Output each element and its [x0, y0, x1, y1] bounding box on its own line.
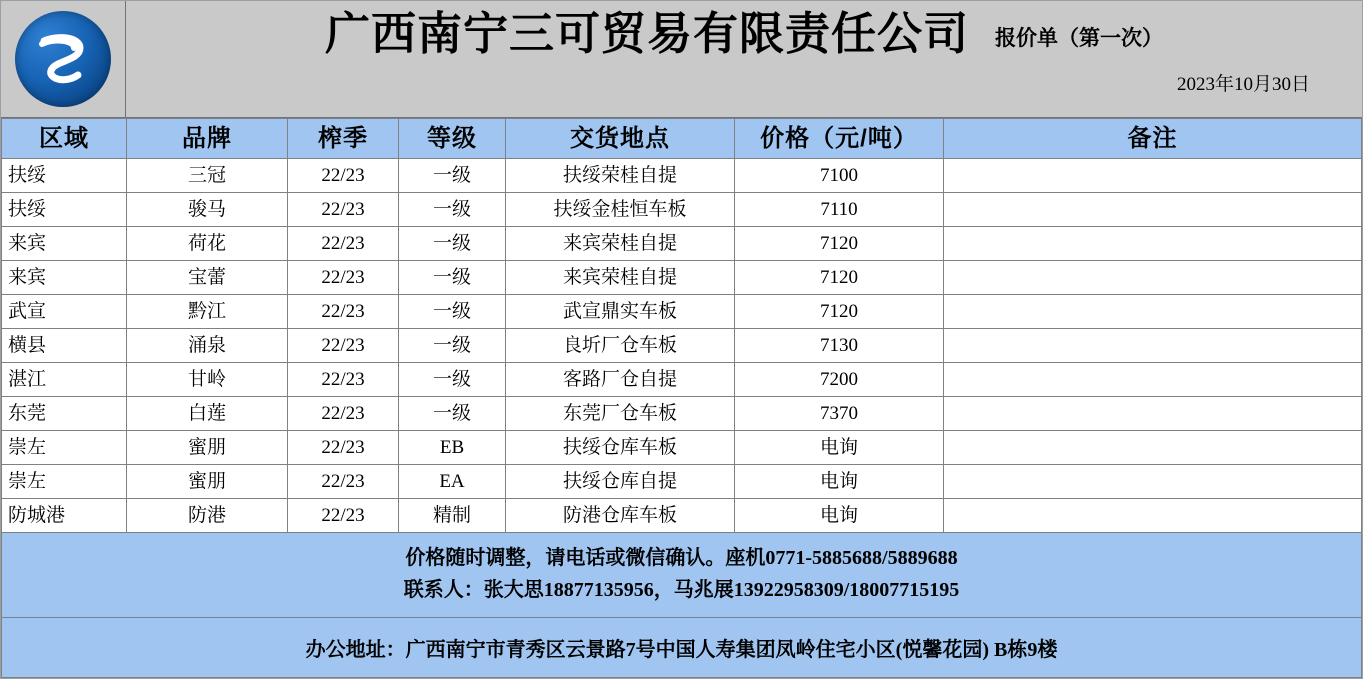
document-kind: 报价单（第一次） [995, 27, 1163, 51]
table-header-row [2, 119, 1362, 159]
note-contacts: 联系人：张大思18877135956，马兆展13922958309/18007715195 [403, 579, 960, 601]
cell-region: 武宣 [2, 295, 127, 329]
cell-season: 22/23 [288, 363, 399, 397]
notes-block [1, 533, 1362, 618]
cell-grade: 精制 [399, 499, 506, 533]
document-date: 2023年10月30日 [1176, 74, 1310, 96]
cell-season: 22/23 [288, 431, 399, 465]
page-title: 广西南宁三可贸易有限责任公司 [324, 8, 969, 59]
logo-cell [1, 1, 126, 117]
cell-price: 7120 [735, 227, 944, 261]
cell-grade: 一级 [399, 295, 506, 329]
cell-remark [944, 431, 1362, 465]
cell-season: 22/23 [288, 465, 399, 499]
column-header-remark: 备注 [944, 119, 1362, 159]
table-row [2, 193, 1362, 227]
cell-place: 良圻厂仓车板 [506, 329, 735, 363]
cell-place: 扶绥仓库自提 [506, 465, 735, 499]
cell-price: 7110 [735, 193, 944, 227]
cell-grade: 一级 [399, 261, 506, 295]
company-logo-icon [15, 11, 111, 107]
cell-brand: 甘岭 [127, 363, 288, 397]
cell-region: 东莞 [2, 397, 127, 431]
title-row [126, 1, 1362, 59]
column-header-price: 价格（元/吨） [735, 119, 944, 159]
office-address: 办公地址：广西南宁市青秀区云景路7号中国人寿集团凤岭住宅小区(悦馨花园) B栋9楼 [1, 618, 1362, 678]
cell-price: 7200 [735, 363, 944, 397]
cell-place: 武宣鼎实车板 [506, 295, 735, 329]
cell-grade: EA [399, 465, 506, 499]
table-body [2, 159, 1362, 533]
cell-place: 客路厂仓自提 [506, 363, 735, 397]
cell-season: 22/23 [288, 193, 399, 227]
cell-place: 来宾荣桂自提 [506, 227, 735, 261]
cell-season: 22/23 [288, 261, 399, 295]
cell-brand: 宝蕾 [127, 261, 288, 295]
column-header-region: 区域 [2, 119, 127, 159]
cell-grade: EB [399, 431, 506, 465]
table-row [2, 499, 1362, 533]
cell-season: 22/23 [288, 329, 399, 363]
cell-grade: 一级 [399, 397, 506, 431]
cell-remark [944, 363, 1362, 397]
cell-price: 7120 [735, 261, 944, 295]
cell-place: 来宾荣桂自提 [506, 261, 735, 295]
table-row [2, 295, 1362, 329]
cell-brand: 骏马 [127, 193, 288, 227]
cell-grade: 一级 [399, 329, 506, 363]
cell-price: 7130 [735, 329, 944, 363]
cell-price: 电询 [735, 499, 944, 533]
cell-remark [944, 465, 1362, 499]
cell-brand: 三冠 [127, 159, 288, 193]
cell-season: 22/23 [288, 295, 399, 329]
cell-region: 横县 [2, 329, 127, 363]
cell-grade: 一级 [399, 193, 506, 227]
cell-remark [944, 261, 1362, 295]
cell-price: 7100 [735, 159, 944, 193]
cell-place: 扶绥金桂恒车板 [506, 193, 735, 227]
column-header-grade: 等级 [399, 119, 506, 159]
table-row [2, 465, 1362, 499]
cell-brand: 白莲 [127, 397, 288, 431]
column-header-brand: 品牌 [127, 119, 288, 159]
cell-price: 7120 [735, 295, 944, 329]
cell-place: 东莞厂仓车板 [506, 397, 735, 431]
cell-grade: 一级 [399, 363, 506, 397]
header-main [126, 1, 1362, 117]
cell-remark [944, 397, 1362, 431]
cell-season: 22/23 [288, 227, 399, 261]
cell-brand: 防港 [127, 499, 288, 533]
cell-grade: 一级 [399, 227, 506, 261]
cell-place: 防港仓库车板 [506, 499, 735, 533]
cell-region: 扶绥 [2, 193, 127, 227]
cell-region: 扶绥 [2, 159, 127, 193]
table-row [2, 431, 1362, 465]
cell-season: 22/23 [288, 499, 399, 533]
cell-season: 22/23 [288, 397, 399, 431]
cell-brand: 黔江 [127, 295, 288, 329]
column-header-place: 交货地点 [506, 119, 735, 159]
cell-region: 来宾 [2, 261, 127, 295]
column-header-season: 榨季 [288, 119, 399, 159]
cell-season: 22/23 [288, 159, 399, 193]
cell-price: 电询 [735, 431, 944, 465]
cell-remark [944, 295, 1362, 329]
table-row [2, 397, 1362, 431]
cell-brand: 涌泉 [127, 329, 288, 363]
cell-place: 扶绥仓库车板 [506, 431, 735, 465]
cell-region: 崇左 [2, 431, 127, 465]
cell-place: 扶绥荣桂自提 [506, 159, 735, 193]
table-row [2, 227, 1362, 261]
document-header [1, 1, 1362, 118]
cell-brand: 荷花 [127, 227, 288, 261]
price-table [1, 118, 1362, 533]
cell-grade: 一级 [399, 159, 506, 193]
cell-price: 电询 [735, 465, 944, 499]
cell-region: 湛江 [2, 363, 127, 397]
cell-remark [944, 159, 1362, 193]
cell-region: 来宾 [2, 227, 127, 261]
cell-region: 防城港 [2, 499, 127, 533]
note-price-disclaimer: 价格随时调整，请电话或微信确认。座机0771-5885688/5889688 [405, 547, 958, 569]
table-row [2, 329, 1362, 363]
cell-remark [944, 329, 1362, 363]
cell-remark [944, 499, 1362, 533]
table-head [2, 119, 1362, 159]
table-row [2, 159, 1362, 193]
cell-brand: 蜜朋 [127, 431, 288, 465]
cell-brand: 蜜朋 [127, 465, 288, 499]
cell-price: 7370 [735, 397, 944, 431]
cell-remark [944, 193, 1362, 227]
table-row [2, 261, 1362, 295]
cell-region: 崇左 [2, 465, 127, 499]
cell-remark [944, 227, 1362, 261]
table-row [2, 363, 1362, 397]
